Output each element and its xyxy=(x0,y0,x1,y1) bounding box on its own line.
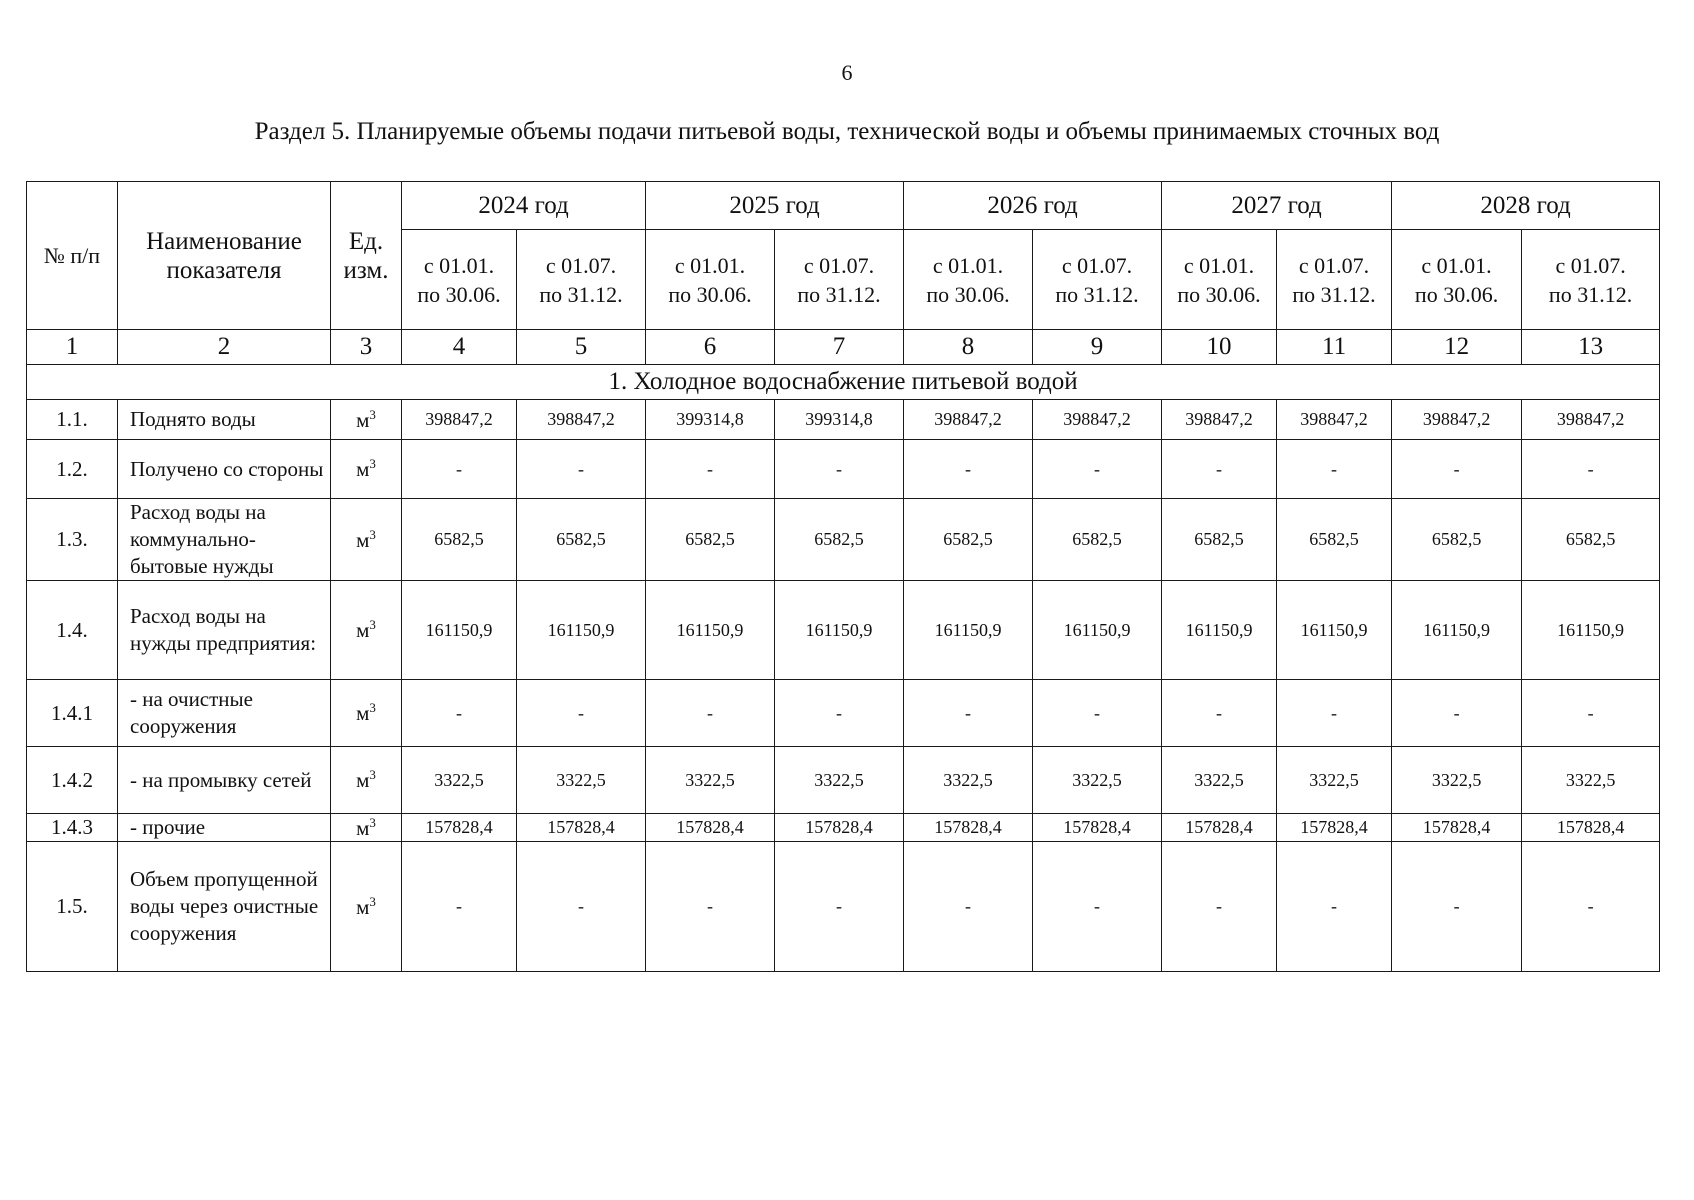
value-cell: 398847,2 xyxy=(1033,400,1162,440)
unit-cell xyxy=(331,400,402,440)
header-period xyxy=(1277,230,1392,330)
row-number: 1.1. xyxy=(27,400,118,440)
table-row xyxy=(27,814,1660,842)
value-cell: 157828,4 xyxy=(904,814,1033,842)
indicator-name: Объем пропущенной воды через очистные сооружения xyxy=(118,842,331,972)
value-cell: - xyxy=(1162,440,1277,499)
unit-cell xyxy=(331,581,402,680)
header-year: 2028 год xyxy=(1392,182,1660,230)
value-cell: 6582,5 xyxy=(646,499,775,581)
column-number: 5 xyxy=(517,330,646,365)
value-cell: - xyxy=(402,440,517,499)
row-number: 1.4.2 xyxy=(27,747,118,814)
header-period xyxy=(1162,230,1277,330)
column-number: 8 xyxy=(904,330,1033,365)
indicator-name: - на очистные сооружения xyxy=(118,680,331,747)
value-cell: - xyxy=(904,842,1033,972)
header-row-number: № п/п xyxy=(27,182,118,330)
value-cell: - xyxy=(1522,440,1660,499)
unit-exponent: 3 xyxy=(369,456,376,471)
page-number: 6 xyxy=(841,60,853,85)
period-end: по 31.12. xyxy=(1292,281,1376,307)
value-cell: 398847,2 xyxy=(1522,400,1660,440)
column-number: 12 xyxy=(1392,330,1522,365)
value-cell: 157828,4 xyxy=(775,814,904,842)
period-end: по 31.12. xyxy=(539,281,623,307)
table-row xyxy=(27,440,1660,499)
value-cell: - xyxy=(775,842,904,972)
value-cell: - xyxy=(1522,680,1660,747)
period-end: по 31.12. xyxy=(1548,281,1633,307)
value-cell: 3322,5 xyxy=(1392,747,1522,814)
value-cell: - xyxy=(1162,842,1277,972)
value-cell: 157828,4 xyxy=(646,814,775,842)
header-period xyxy=(775,230,904,330)
column-number: 9 xyxy=(1033,330,1162,365)
row-number: 1.4.1 xyxy=(27,680,118,747)
unit-base: м xyxy=(356,457,370,481)
value-cell: 399314,8 xyxy=(775,400,904,440)
row-number: 1.2. xyxy=(27,440,118,499)
unit-base: м xyxy=(356,618,370,642)
value-cell: 6582,5 xyxy=(1033,499,1162,581)
period-start: с 01.07. xyxy=(1298,252,1370,278)
header-period xyxy=(904,230,1033,330)
value-cell: 157828,4 xyxy=(1162,814,1277,842)
column-number: 7 xyxy=(775,330,904,365)
value-cell: - xyxy=(1522,842,1660,972)
header-period xyxy=(517,230,646,330)
unit-base: м xyxy=(356,894,370,919)
table-row xyxy=(27,680,1660,747)
table-row xyxy=(27,842,1660,972)
row-number: 1.4.3 xyxy=(27,814,118,842)
header-period xyxy=(1522,230,1660,330)
value-cell: 3322,5 xyxy=(402,747,517,814)
value-cell: - xyxy=(1392,440,1522,499)
unit-cell xyxy=(331,680,402,747)
period-start: с 01.07. xyxy=(1061,252,1133,278)
value-cell: 6582,5 xyxy=(402,499,517,581)
header-unit: Ед. изм. xyxy=(331,182,402,330)
period-end: по 30.06. xyxy=(1414,281,1499,307)
value-cell: 161150,9 xyxy=(1162,581,1277,680)
value-cell: 161150,9 xyxy=(1033,581,1162,680)
row-number: 1.4. xyxy=(27,581,118,680)
column-number: 13 xyxy=(1522,330,1660,365)
period-start: с 01.01. xyxy=(674,252,746,278)
column-number: 4 xyxy=(402,330,517,365)
value-cell: 161150,9 xyxy=(402,581,517,680)
header-year: 2026 год xyxy=(904,182,1162,230)
table-row xyxy=(27,400,1660,440)
value-cell: 161150,9 xyxy=(646,581,775,680)
unit-exponent: 3 xyxy=(369,406,376,422)
period-end: по 30.06. xyxy=(926,281,1010,307)
period-end: по 31.12. xyxy=(797,281,881,307)
unit-exponent: 3 xyxy=(369,893,376,909)
section-title: Раздел 5. Планируемые объемы подачи питьевой воды, технической воды и объемы принимаемых сточных вод xyxy=(254,118,1440,145)
row-number: 1.3. xyxy=(27,499,118,581)
unit-base: м xyxy=(356,768,370,792)
value-cell: 398847,2 xyxy=(1392,400,1522,440)
indicator-name: Получено со стороны xyxy=(118,440,331,499)
header-period xyxy=(646,230,775,330)
value-cell: - xyxy=(646,680,775,747)
unit-base: м xyxy=(356,407,370,432)
value-cell: 157828,4 xyxy=(1392,814,1522,842)
value-cell: 157828,4 xyxy=(517,814,646,842)
value-cell: 3322,5 xyxy=(1277,747,1392,814)
value-cell: 3322,5 xyxy=(904,747,1033,814)
value-cell: - xyxy=(1162,680,1277,747)
value-cell: - xyxy=(775,680,904,747)
value-cell: - xyxy=(1392,680,1522,747)
row-number: 1.5. xyxy=(27,842,118,972)
table-row xyxy=(27,581,1660,680)
value-cell: 398847,2 xyxy=(1277,400,1392,440)
table-row xyxy=(27,499,1660,581)
value-cell: 161150,9 xyxy=(904,581,1033,680)
value-cell: - xyxy=(517,842,646,972)
value-cell: - xyxy=(1277,680,1392,747)
value-cell: 6582,5 xyxy=(1392,499,1522,581)
header-year: 2025 год xyxy=(646,182,904,230)
period-end: по 30.06. xyxy=(668,281,752,307)
value-cell: - xyxy=(775,440,904,499)
value-cell: 157828,4 xyxy=(1033,814,1162,842)
value-cell: 398847,2 xyxy=(517,400,646,440)
indicator-name: Расход воды на коммунально-бытовые нужды xyxy=(118,499,331,581)
header-year: 2024 год xyxy=(402,182,646,230)
indicator-name: Поднято воды xyxy=(118,400,331,440)
water-volume-table xyxy=(26,181,1660,972)
period-start: с 01.01. xyxy=(932,252,1004,278)
value-cell: 157828,4 xyxy=(402,814,517,842)
table-row xyxy=(27,747,1660,814)
value-cell: 6582,5 xyxy=(1162,499,1277,581)
value-cell: 398847,2 xyxy=(402,400,517,440)
value-cell: 157828,4 xyxy=(1277,814,1392,842)
value-cell: 161150,9 xyxy=(775,581,904,680)
value-cell: 3322,5 xyxy=(775,747,904,814)
unit-exponent: 3 xyxy=(369,814,376,830)
unit-exponent: 3 xyxy=(369,617,376,632)
value-cell: - xyxy=(646,440,775,499)
value-cell: 3322,5 xyxy=(1033,747,1162,814)
section-heading: 1. Холодное водоснабжение питьевой водой xyxy=(27,365,1660,400)
header-period xyxy=(1392,230,1522,330)
value-cell: - xyxy=(402,842,517,972)
value-cell: - xyxy=(517,440,646,499)
indicator-name: Расход воды на нужды предприятия: xyxy=(118,581,331,680)
period-start: с 01.01. xyxy=(423,252,495,278)
value-cell: 3322,5 xyxy=(517,747,646,814)
unit-exponent: 3 xyxy=(369,767,376,782)
value-cell: - xyxy=(904,680,1033,747)
period-start: с 01.01. xyxy=(1183,252,1255,278)
column-number: 1 xyxy=(27,330,118,365)
column-number: 11 xyxy=(1277,330,1392,365)
value-cell: 3322,5 xyxy=(1162,747,1277,814)
value-cell: 161150,9 xyxy=(1277,581,1392,680)
unit-base: м xyxy=(356,815,370,840)
period-start: с 01.07. xyxy=(545,252,617,278)
value-cell: - xyxy=(1277,440,1392,499)
period-end: по 30.06. xyxy=(417,281,501,307)
unit-base: м xyxy=(356,527,370,552)
value-cell: 6582,5 xyxy=(1277,499,1392,581)
header-period xyxy=(402,230,517,330)
unit-cell xyxy=(331,440,402,499)
value-cell: 3322,5 xyxy=(1522,747,1660,814)
value-cell: - xyxy=(646,842,775,972)
period-end: по 30.06. xyxy=(1177,281,1261,307)
value-cell: - xyxy=(402,680,517,747)
unit-exponent: 3 xyxy=(369,700,376,715)
value-cell: 161150,9 xyxy=(517,581,646,680)
period-start: с 01.01. xyxy=(1421,252,1492,278)
column-number: 3 xyxy=(331,330,402,365)
value-cell: - xyxy=(517,680,646,747)
header-period xyxy=(1033,230,1162,330)
unit-cell xyxy=(331,499,402,581)
period-start: с 01.07. xyxy=(803,252,875,278)
value-cell: 6582,5 xyxy=(775,499,904,581)
value-cell: 161150,9 xyxy=(1392,581,1522,680)
value-cell: - xyxy=(1033,680,1162,747)
unit-cell xyxy=(331,814,402,842)
value-cell: 398847,2 xyxy=(904,400,1033,440)
value-cell: 161150,9 xyxy=(1522,581,1660,680)
unit-exponent: 3 xyxy=(369,526,376,542)
value-cell: 3322,5 xyxy=(646,747,775,814)
column-number: 6 xyxy=(646,330,775,365)
value-cell: - xyxy=(904,440,1033,499)
value-cell: 157828,4 xyxy=(1522,814,1660,842)
header-indicator-name: Наименование показателя xyxy=(118,182,331,330)
column-number: 2 xyxy=(118,330,331,365)
indicator-name: - на промывку сетей xyxy=(118,747,331,814)
value-cell: 6582,5 xyxy=(904,499,1033,581)
header-year: 2027 год xyxy=(1162,182,1392,230)
value-cell: 399314,8 xyxy=(646,400,775,440)
value-cell: - xyxy=(1033,842,1162,972)
period-start: с 01.07. xyxy=(1555,252,1626,278)
value-cell: 6582,5 xyxy=(517,499,646,581)
period-end: по 31.12. xyxy=(1055,281,1139,307)
value-cell: 398847,2 xyxy=(1162,400,1277,440)
column-number: 10 xyxy=(1162,330,1277,365)
value-cell: - xyxy=(1392,842,1522,972)
value-cell: - xyxy=(1277,842,1392,972)
unit-cell xyxy=(331,747,402,814)
value-cell: - xyxy=(1033,440,1162,499)
unit-cell xyxy=(331,842,402,972)
value-cell: 6582,5 xyxy=(1522,499,1660,581)
unit-base: м xyxy=(356,701,370,725)
indicator-name: - прочие xyxy=(118,814,331,842)
